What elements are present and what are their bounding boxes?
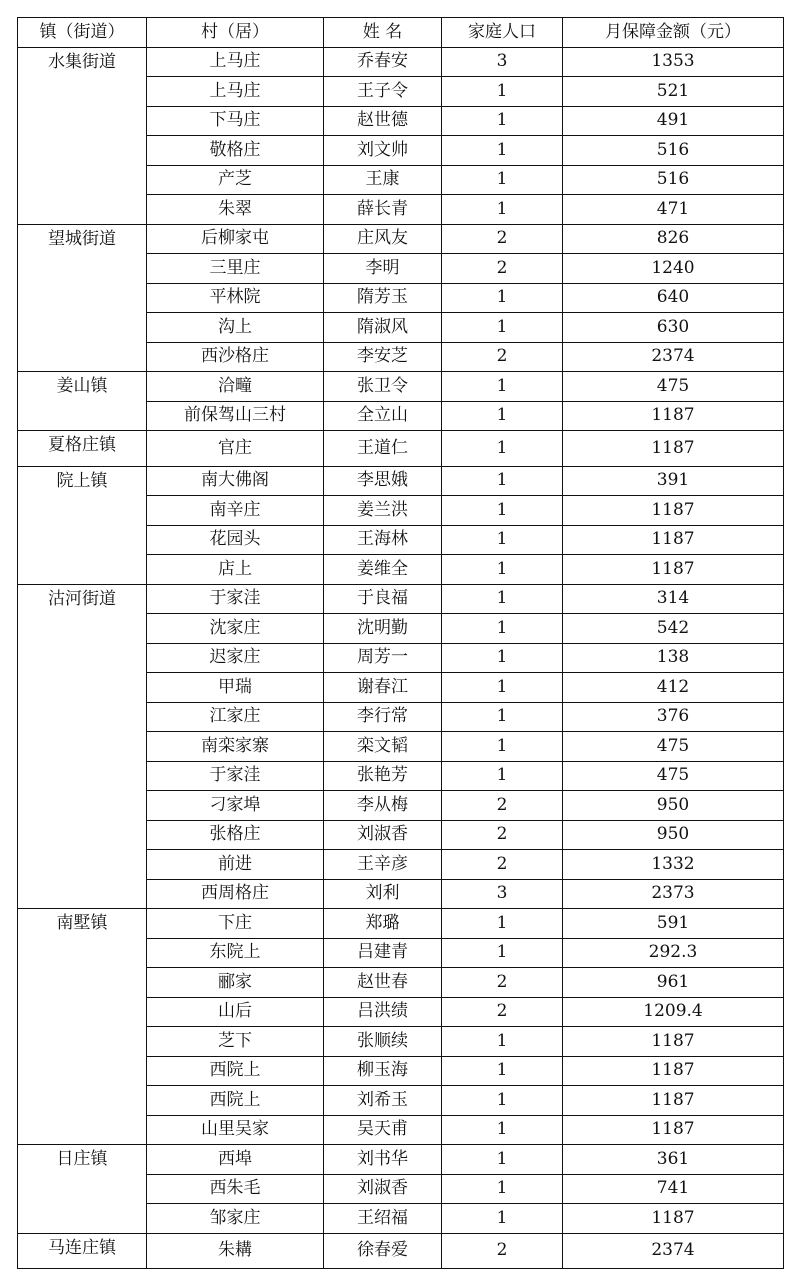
cell-household: 2 bbox=[442, 997, 563, 1027]
cell-amount: 1332 bbox=[563, 850, 784, 880]
cell-name: 赵世春 bbox=[324, 968, 442, 998]
cell-village: 迟家庄 bbox=[147, 643, 324, 673]
cell-village: 花园头 bbox=[147, 525, 324, 555]
document-page bbox=[17, 17, 784, 1269]
cell-amount: 1187 bbox=[563, 1086, 784, 1116]
cell-name: 王海林 bbox=[324, 525, 442, 555]
cell-household: 1 bbox=[442, 1056, 563, 1086]
header-name: 姓 名 bbox=[324, 18, 442, 48]
cell-name: 姜兰洪 bbox=[324, 496, 442, 526]
cell-household: 1 bbox=[442, 165, 563, 195]
cell-village: 南栾家寨 bbox=[147, 732, 324, 762]
cell-amount: 640 bbox=[563, 283, 784, 313]
cell-amount: 950 bbox=[563, 820, 784, 850]
cell-amount: 376 bbox=[563, 702, 784, 732]
cell-name: 李明 bbox=[324, 254, 442, 284]
cell-town: 院上镇 bbox=[18, 466, 147, 584]
cell-village: 平林院 bbox=[147, 283, 324, 313]
cell-name: 吕建青 bbox=[324, 938, 442, 968]
table-row bbox=[18, 47, 784, 77]
cell-amount: 2374 bbox=[563, 1233, 784, 1269]
cell-household: 2 bbox=[442, 791, 563, 821]
cell-name: 庄风友 bbox=[324, 224, 442, 254]
table-row bbox=[18, 466, 784, 496]
table-row bbox=[18, 431, 784, 467]
cell-household: 2 bbox=[442, 254, 563, 284]
cell-village: 敬格庄 bbox=[147, 136, 324, 166]
cell-village: 上马庄 bbox=[147, 77, 324, 107]
cell-village: 芝下 bbox=[147, 1027, 324, 1057]
cell-village: 产芝 bbox=[147, 165, 324, 195]
cell-amount: 591 bbox=[563, 909, 784, 939]
header-town: 镇（街道） bbox=[18, 18, 147, 48]
cell-amount: 1240 bbox=[563, 254, 784, 284]
cell-village: 郦家 bbox=[147, 968, 324, 998]
cell-village: 西埠 bbox=[147, 1145, 324, 1175]
cell-name: 隋淑风 bbox=[324, 313, 442, 343]
cell-household: 2 bbox=[442, 850, 563, 880]
cell-amount: 391 bbox=[563, 466, 784, 496]
cell-name: 乔春安 bbox=[324, 47, 442, 77]
cell-name: 张卫令 bbox=[324, 372, 442, 402]
cell-amount: 1353 bbox=[563, 47, 784, 77]
cell-town: 日庄镇 bbox=[18, 1145, 147, 1234]
cell-amount: 2373 bbox=[563, 879, 784, 909]
cell-household: 1 bbox=[442, 938, 563, 968]
cell-household: 2 bbox=[442, 820, 563, 850]
cell-household: 1 bbox=[442, 1145, 563, 1175]
cell-village: 东院上 bbox=[147, 938, 324, 968]
cell-amount: 542 bbox=[563, 614, 784, 644]
cell-household: 1 bbox=[442, 761, 563, 791]
cell-name: 王子令 bbox=[324, 77, 442, 107]
cell-household: 1 bbox=[442, 614, 563, 644]
cell-amount: 521 bbox=[563, 77, 784, 107]
cell-village: 西沙格庄 bbox=[147, 342, 324, 372]
cell-village: 西周格庄 bbox=[147, 879, 324, 909]
cell-amount: 516 bbox=[563, 136, 784, 166]
cell-amount: 2374 bbox=[563, 342, 784, 372]
cell-name: 刘书华 bbox=[324, 1145, 442, 1175]
cell-household: 1 bbox=[442, 372, 563, 402]
cell-name: 王康 bbox=[324, 165, 442, 195]
cell-name: 吴天甫 bbox=[324, 1115, 442, 1145]
cell-name: 王辛彦 bbox=[324, 850, 442, 880]
cell-village: 邹家庄 bbox=[147, 1204, 324, 1234]
cell-name: 刘淑香 bbox=[324, 1174, 442, 1204]
table-row bbox=[18, 1233, 784, 1269]
cell-name: 王绍福 bbox=[324, 1204, 442, 1234]
table-body bbox=[18, 47, 784, 1269]
cell-village: 沟上 bbox=[147, 313, 324, 343]
cell-village: 南大佛阁 bbox=[147, 466, 324, 496]
cell-household: 1 bbox=[442, 466, 563, 496]
header-row bbox=[18, 18, 784, 48]
cell-amount: 475 bbox=[563, 761, 784, 791]
cell-household: 1 bbox=[442, 1086, 563, 1116]
cell-village: 前进 bbox=[147, 850, 324, 880]
cell-amount: 1187 bbox=[563, 1115, 784, 1145]
cell-village: 江家庄 bbox=[147, 702, 324, 732]
cell-name: 刘利 bbox=[324, 879, 442, 909]
cell-amount: 1187 bbox=[563, 555, 784, 585]
cell-name: 柳玉海 bbox=[324, 1056, 442, 1086]
cell-name: 徐春爱 bbox=[324, 1233, 442, 1269]
cell-village: 于家洼 bbox=[147, 761, 324, 791]
cell-town: 马连庄镇 bbox=[18, 1233, 147, 1269]
cell-household: 1 bbox=[442, 909, 563, 939]
cell-household: 3 bbox=[442, 47, 563, 77]
cell-amount: 950 bbox=[563, 791, 784, 821]
cell-name: 周芳一 bbox=[324, 643, 442, 673]
cell-household: 1 bbox=[442, 1027, 563, 1057]
cell-town: 水集街道 bbox=[18, 47, 147, 224]
cell-amount: 314 bbox=[563, 584, 784, 614]
cell-household: 1 bbox=[442, 1115, 563, 1145]
cell-village: 于家洼 bbox=[147, 584, 324, 614]
cell-amount: 1187 bbox=[563, 525, 784, 555]
cell-name: 赵世德 bbox=[324, 106, 442, 136]
cell-village: 山后 bbox=[147, 997, 324, 1027]
cell-household: 3 bbox=[442, 879, 563, 909]
cell-household: 1 bbox=[442, 555, 563, 585]
cell-name: 王道仁 bbox=[324, 431, 442, 467]
cell-household: 1 bbox=[442, 106, 563, 136]
cell-household: 2 bbox=[442, 1233, 563, 1269]
cell-amount: 475 bbox=[563, 372, 784, 402]
cell-town: 姜山镇 bbox=[18, 372, 147, 431]
cell-village: 甲瑞 bbox=[147, 673, 324, 703]
cell-village: 刁家埠 bbox=[147, 791, 324, 821]
cell-name: 吕洪绩 bbox=[324, 997, 442, 1027]
cell-name: 李从梅 bbox=[324, 791, 442, 821]
cell-name: 姜维全 bbox=[324, 555, 442, 585]
cell-household: 1 bbox=[442, 673, 563, 703]
cell-name: 全立山 bbox=[324, 401, 442, 431]
cell-amount: 1187 bbox=[563, 1056, 784, 1086]
cell-name: 谢春江 bbox=[324, 673, 442, 703]
cell-name: 李思娥 bbox=[324, 466, 442, 496]
cell-household: 1 bbox=[442, 496, 563, 526]
cell-amount: 1187 bbox=[563, 431, 784, 467]
cell-amount: 471 bbox=[563, 195, 784, 225]
cell-amount: 412 bbox=[563, 673, 784, 703]
cell-village: 官庄 bbox=[147, 431, 324, 467]
cell-household: 2 bbox=[442, 224, 563, 254]
cell-town: 沽河街道 bbox=[18, 584, 147, 909]
cell-amount: 1187 bbox=[563, 496, 784, 526]
cell-amount: 292.3 bbox=[563, 938, 784, 968]
cell-amount: 1187 bbox=[563, 401, 784, 431]
cell-amount: 630 bbox=[563, 313, 784, 343]
cell-name: 薛长青 bbox=[324, 195, 442, 225]
cell-household: 1 bbox=[442, 1174, 563, 1204]
cell-town: 南墅镇 bbox=[18, 909, 147, 1145]
cell-amount: 1209.4 bbox=[563, 997, 784, 1027]
cell-household: 2 bbox=[442, 968, 563, 998]
cell-name: 刘文帅 bbox=[324, 136, 442, 166]
cell-household: 1 bbox=[442, 195, 563, 225]
cell-village: 后柳家屯 bbox=[147, 224, 324, 254]
cell-name: 李安芝 bbox=[324, 342, 442, 372]
cell-village: 洽疃 bbox=[147, 372, 324, 402]
cell-amount: 741 bbox=[563, 1174, 784, 1204]
cell-household: 1 bbox=[442, 401, 563, 431]
cell-household: 1 bbox=[442, 136, 563, 166]
cell-name: 隋芳玉 bbox=[324, 283, 442, 313]
cell-village: 张格庄 bbox=[147, 820, 324, 850]
cell-household: 1 bbox=[442, 702, 563, 732]
cell-household: 1 bbox=[442, 584, 563, 614]
cell-village: 前保驾山三村 bbox=[147, 401, 324, 431]
cell-name: 李行常 bbox=[324, 702, 442, 732]
cell-town: 望城街道 bbox=[18, 224, 147, 372]
cell-village: 西院上 bbox=[147, 1086, 324, 1116]
cell-village: 上马庄 bbox=[147, 47, 324, 77]
cell-name: 张艳芳 bbox=[324, 761, 442, 791]
table-header bbox=[18, 18, 784, 48]
cell-household: 1 bbox=[442, 1204, 563, 1234]
cell-village: 南辛庄 bbox=[147, 496, 324, 526]
header-amount: 月保障金额（元） bbox=[563, 18, 784, 48]
cell-household: 2 bbox=[442, 342, 563, 372]
subsidy-table bbox=[17, 17, 784, 1269]
table-row bbox=[18, 909, 784, 939]
cell-household: 1 bbox=[442, 283, 563, 313]
cell-name: 于良福 bbox=[324, 584, 442, 614]
cell-household: 1 bbox=[442, 732, 563, 762]
cell-amount: 138 bbox=[563, 643, 784, 673]
cell-amount: 491 bbox=[563, 106, 784, 136]
cell-village: 朱翠 bbox=[147, 195, 324, 225]
cell-name: 刘淑香 bbox=[324, 820, 442, 850]
cell-village: 西朱毛 bbox=[147, 1174, 324, 1204]
cell-amount: 516 bbox=[563, 165, 784, 195]
cell-village: 朱耩 bbox=[147, 1233, 324, 1269]
cell-name: 沈明勤 bbox=[324, 614, 442, 644]
cell-town: 夏格庄镇 bbox=[18, 431, 147, 467]
table-row bbox=[18, 584, 784, 614]
table-row bbox=[18, 1145, 784, 1175]
table-row bbox=[18, 224, 784, 254]
cell-village: 店上 bbox=[147, 555, 324, 585]
cell-amount: 475 bbox=[563, 732, 784, 762]
table-row bbox=[18, 372, 784, 402]
cell-village: 下马庄 bbox=[147, 106, 324, 136]
cell-household: 1 bbox=[442, 643, 563, 673]
cell-village: 三里庄 bbox=[147, 254, 324, 284]
cell-amount: 1187 bbox=[563, 1204, 784, 1234]
cell-name: 张顺续 bbox=[324, 1027, 442, 1057]
cell-household: 1 bbox=[442, 77, 563, 107]
cell-household: 1 bbox=[442, 525, 563, 555]
cell-village: 沈家庄 bbox=[147, 614, 324, 644]
cell-household: 1 bbox=[442, 313, 563, 343]
cell-village: 山里吴家 bbox=[147, 1115, 324, 1145]
header-village: 村（居） bbox=[147, 18, 324, 48]
cell-name: 刘希玉 bbox=[324, 1086, 442, 1116]
cell-name: 郑璐 bbox=[324, 909, 442, 939]
cell-village: 下庄 bbox=[147, 909, 324, 939]
cell-amount: 1187 bbox=[563, 1027, 784, 1057]
cell-household: 1 bbox=[442, 431, 563, 467]
cell-amount: 961 bbox=[563, 968, 784, 998]
cell-amount: 826 bbox=[563, 224, 784, 254]
cell-name: 栾文韬 bbox=[324, 732, 442, 762]
cell-amount: 361 bbox=[563, 1145, 784, 1175]
header-household: 家庭人口 bbox=[442, 18, 563, 48]
cell-village: 西院上 bbox=[147, 1056, 324, 1086]
